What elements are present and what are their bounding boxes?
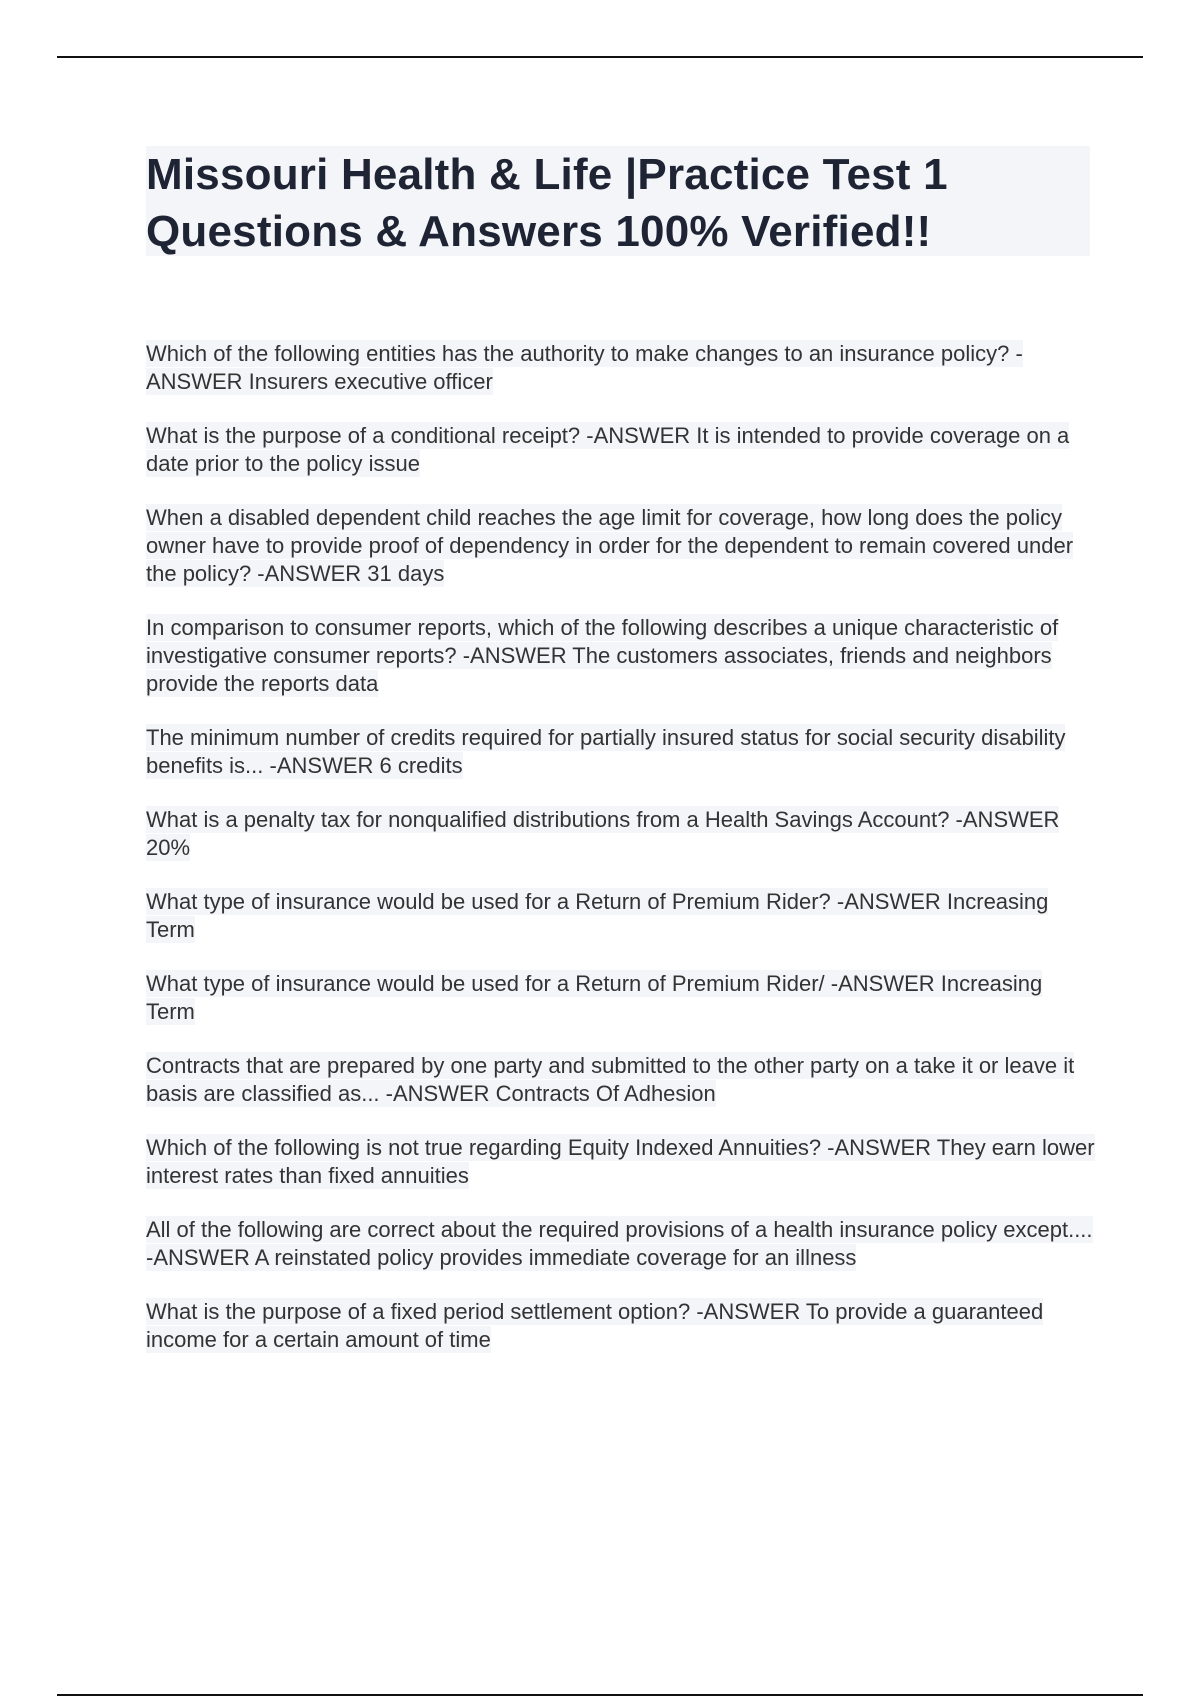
qa-text: The minimum number of credits required for partially insured status for social security disability benefits is... -ANSWER 6 credits [146, 725, 1066, 778]
qa-text: All of the following are correct about the required provisions of a health insurance policy except.... -ANSWER A reinstated policy provides immediate coverage for an illness [146, 1217, 1093, 1270]
qa-text: Which of the following entities has the authority to make changes to an insurance policy? -ANSWER Insurers executive officer [146, 341, 1023, 394]
qa-item [146, 888, 1096, 944]
qa-item [146, 1298, 1096, 1354]
qa-item [146, 724, 1096, 780]
qa-item [146, 970, 1096, 1026]
qa-text: Contracts that are prepared by one party and submitted to the other party on a take it or leave it basis are classified as... -ANSWER Contracts Of Adhesion [146, 1053, 1075, 1106]
qa-item [146, 340, 1096, 396]
qa-item [146, 422, 1096, 478]
bottom-divider [57, 1694, 1143, 1696]
qa-item [146, 806, 1096, 862]
top-divider [57, 56, 1143, 58]
qa-list [146, 340, 1096, 1380]
qa-text: When a disabled dependent child reaches the age limit for coverage, how long does the policy owner have to provide proof of dependency in order for the dependent to remain covered under the policy? -ANSWER 31 days [146, 505, 1074, 586]
title-line-1: Missouri Health & Life |Practice Test 1 [146, 150, 948, 199]
page-title [146, 146, 1090, 260]
qa-item [146, 614, 1096, 698]
qa-text: What is a penalty tax for nonqualified distributions from a Health Savings Account? -ANSWER 20% [146, 807, 1060, 860]
qa-item [146, 1216, 1096, 1272]
qa-item [146, 1134, 1096, 1190]
title-line-2: Questions & Answers 100% Verified!! [146, 207, 932, 256]
qa-text: What type of insurance would be used for a Return of Premium Rider? -ANSWER Increasing Term [146, 889, 1049, 942]
qa-item [146, 1052, 1096, 1108]
qa-item [146, 504, 1096, 588]
qa-text: Which of the following is not true regarding Equity Indexed Annuities? -ANSWER They earn lower interest rates than fixed annuities [146, 1135, 1095, 1188]
qa-text: What is the purpose of a conditional receipt? -ANSWER It is intended to provide coverage on a date prior to the policy issue [146, 423, 1070, 476]
qa-text: What is the purpose of a fixed period settlement option? -ANSWER To provide a guaranteed income for a certain amount of time [146, 1299, 1044, 1352]
title-block [146, 146, 1090, 256]
qa-text: What type of insurance would be used for a Return of Premium Rider/ -ANSWER Increasing Term [146, 971, 1043, 1024]
qa-text: In comparison to consumer reports, which of the following describes a unique characteristic of investigative consumer reports? -ANSWER The customers associates, friends and neighbors provide the reports data [146, 615, 1059, 696]
